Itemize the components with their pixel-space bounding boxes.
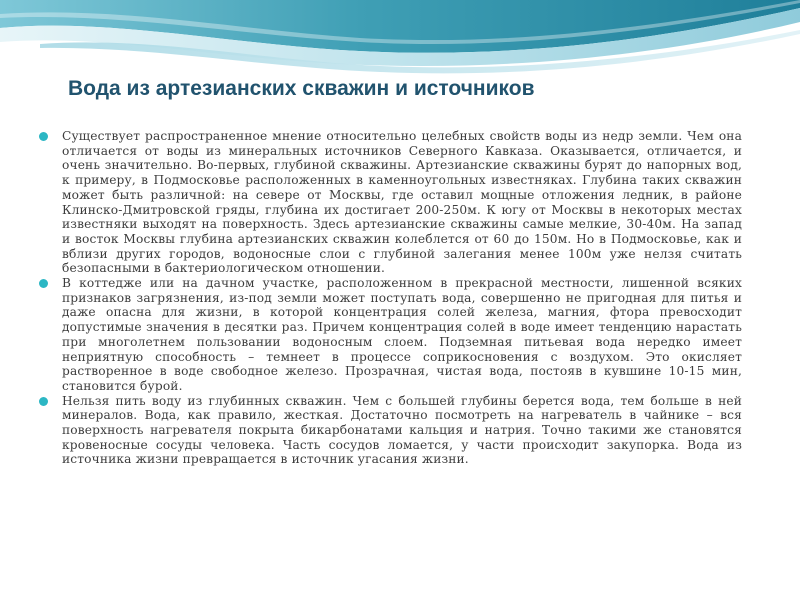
bullet-dot-icon (39, 397, 48, 406)
bullet-item-2 (62, 276, 742, 394)
bullet-text: Существует распространенное мнение относительно целебных свойств воды из недр земли. Чем она отличается от воды из минеральных источников Северного Кавказа. Оказывается, отличается, и очень значительно. Во-первых, глубиной скважины. Артезианские скважины бурят до напорных вод, к примеру, в Подмосковье расположенных в каменноугольных известняках. Глубина таких скважин может быть различной: на севере от Москвы, где оставил мощные отложения ледник, в районе Клинско-Дмитровской гряды, глубина их достигает 200-250м. К югу от Москвы в некоторых местах известняки выходят на поверхность. Здесь артезианские скважины самые мелкие, 30-40м. На запад и восток Москвы глубина артезианских скважин колеблется от 60 до 150м. Но в Подмосковье, как и вблизи других городов, водоносные слои с глубиной залегания менее 100м уже нелзя считать безопасными в бактериологическом отношении. (62, 129, 742, 276)
bullet-text: В коттедже или на дачном участке, расположенном в прекрасной местности, лишенной всяких признаков загрязнения, из-под земли может поступать вода, совершенно не пригодная для питья и даже опасна для жизни, в которой концентрация солей железа, магния, фтора превосходит допустимые значения в десятки раз. Причем концентрация солей в воде имеет тенденцию нарастать при многолетнем пользовании водоносным слоем. Подземная питьевая вода нередко имеет неприятную способность – темнеет в процессе соприкосновения с воздухом. Это окисляет растворенное в воде свободное железо. Прозрачная, чистая вода, постояв в кувшине 10-15 мин, становится бурой. (62, 276, 742, 393)
bullet-text: Нельзя пить воду из глубинных скважин. Чем с большей глубины берется вода, тем больше в ней минералов. Вода, как правило, жесткая. Достаточно посмотреть на нагреватель в чайнике – вся поверхность нагревателя покрыта бикарбонатами кальция и натрия. Точно такими же становятся кровеносные сосуды человека. Часть сосудов ломается, у части происходит закупорка. Вода из источника жизни превращается в источник угасания жизни. (62, 393, 742, 467)
bullet-item-1 (62, 129, 742, 276)
bullet-item-3 (62, 394, 742, 468)
bullet-dot-icon (39, 279, 48, 288)
slide-title: Вода из артезианских скважин и источников (68, 77, 535, 100)
bullet-dot-icon (39, 132, 48, 141)
bullet-list (62, 129, 742, 467)
wave-decoration (0, 0, 800, 80)
